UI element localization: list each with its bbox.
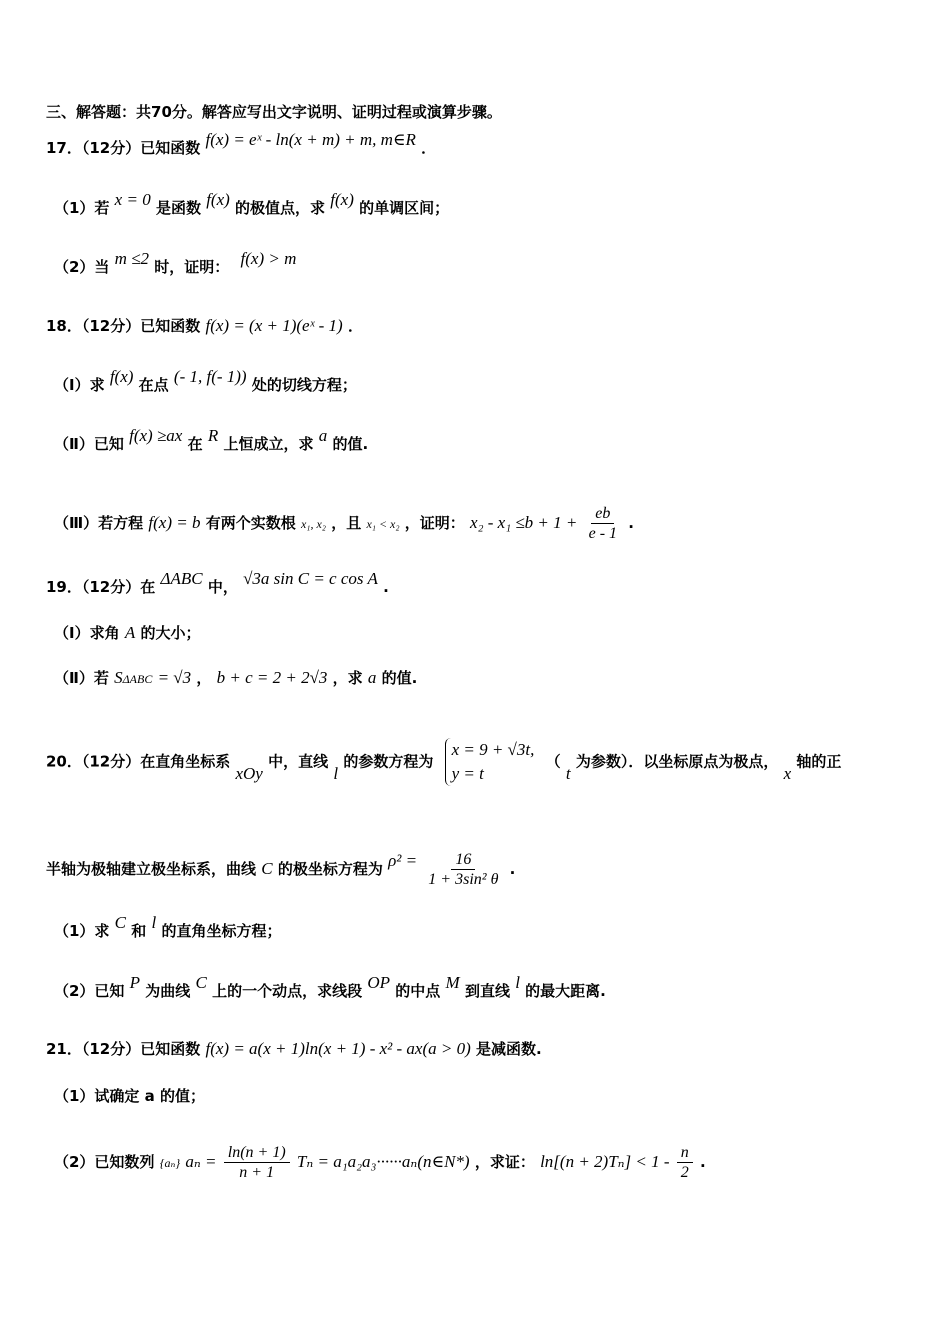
q20-part-1: （1）求 C 和 l 的直角坐标方程； xyxy=(54,913,282,940)
q17-formula: f(x) = eˣ - ln(x + m) + m, m∈R xyxy=(205,130,416,149)
q18-formula: f(x) = (x + 1)(eˣ - 1) xyxy=(205,316,343,335)
q21-part-1: （1）试确定 a 的值； xyxy=(54,1087,206,1105)
question-18: 18．（12分）已知函数 f(x) = (x + 1)(eˣ - 1) ． xyxy=(46,316,363,335)
q18-part-3: （Ⅲ）若方程 f(x) = b 有两个实数根 x₁, x₂ ，且 x₁ < x₂ ，证明： x₂ - x₁ ≤b + 1 + $\frac{eb}{e - 1}$ . xyxy=(54,505,634,542)
q19-part-2: （Ⅱ）若 SΔABC = √3 ， b + c = 2 + 2√3 ，求 a 的值. xyxy=(54,668,418,687)
q21-part-2: （2）已知数列 {aₙ} aₙ = $\frac{\ln(n + 1)}{n + 1}$ Tₙ = a₁a₂a₃······aₙ(n∈N*) ，求证： ln[(n + 2)Tₙ] < 1 - $\frac{n}{2}$ . xyxy=(54,1144,706,1181)
q17-part-1: （1）若 x = 0 是函数 f(x) 的极值点，求 f(x) 的单调区间； xyxy=(54,190,450,217)
q20-param-system: x = 9 + √3t, y = t xyxy=(445,738,535,786)
question-21: 21．（12分）已知函数 f(x) = a(x + 1)ln(x + 1) - x² - ax(a > 0) 是减函数. xyxy=(46,1039,542,1058)
question-17: 17．（12分）已知函数 f(x) = eˣ - ln(x + m) + m, m∈R ． xyxy=(46,130,437,157)
question-20: 20．（12分）在直角坐标系 xOy 中，直线 l 的参数方程为 x = 9 + √3t, y = t （ t 为参数）．以坐标原点为极点， x 轴的正 xyxy=(46,738,910,786)
q21-fraction-b: $\frac{n}{2}$ xyxy=(677,1143,693,1182)
q21-formula: f(x) = a(x + 1)ln(x + 1) - x² - ax(a > 0) xyxy=(205,1039,471,1058)
q20-part-2: （2）已知 P 为曲线 C 上的一个动点，求线段 OP 的中点 M 到直线 l 的最大距离. xyxy=(54,973,606,1000)
q17-part-2: （2）当 m ≤2 时，证明： f(x) > m xyxy=(54,249,297,276)
section-header: 三、解答题：共70分。解答应写出文字说明、证明过程或演算步骤。 xyxy=(46,103,502,121)
q18-part-2: （Ⅱ）已知 f(x) ≥ax 在 R 上恒成立，求 a 的值. xyxy=(54,426,369,453)
q20-fraction: $\frac{16}{\text{1 + 3sin² θ}}$ xyxy=(428,851,499,888)
q18-part-1: （Ⅰ）求 f(x) 在点 (- 1, f(- 1)) 处的切线方程； xyxy=(54,367,357,394)
q18-fraction: $\frac{eb}{e - 1}$ xyxy=(588,505,618,542)
q19-part-1: （Ⅰ）求角 A 的大小； xyxy=(54,623,201,642)
q20-line-2: 半轴为极轴建立极坐标系，曲线 C 的极坐标方程为 ρ² = $\frac{16}{\text{1 + 3sin² θ}}$ . xyxy=(46,851,516,888)
question-19: 19．（12分）在 ΔABC 中， √3a sin C = c cos A . xyxy=(46,569,389,596)
q21-fraction-a: $\frac{\ln(n + 1)}{n + 1}$ xyxy=(224,1143,290,1182)
